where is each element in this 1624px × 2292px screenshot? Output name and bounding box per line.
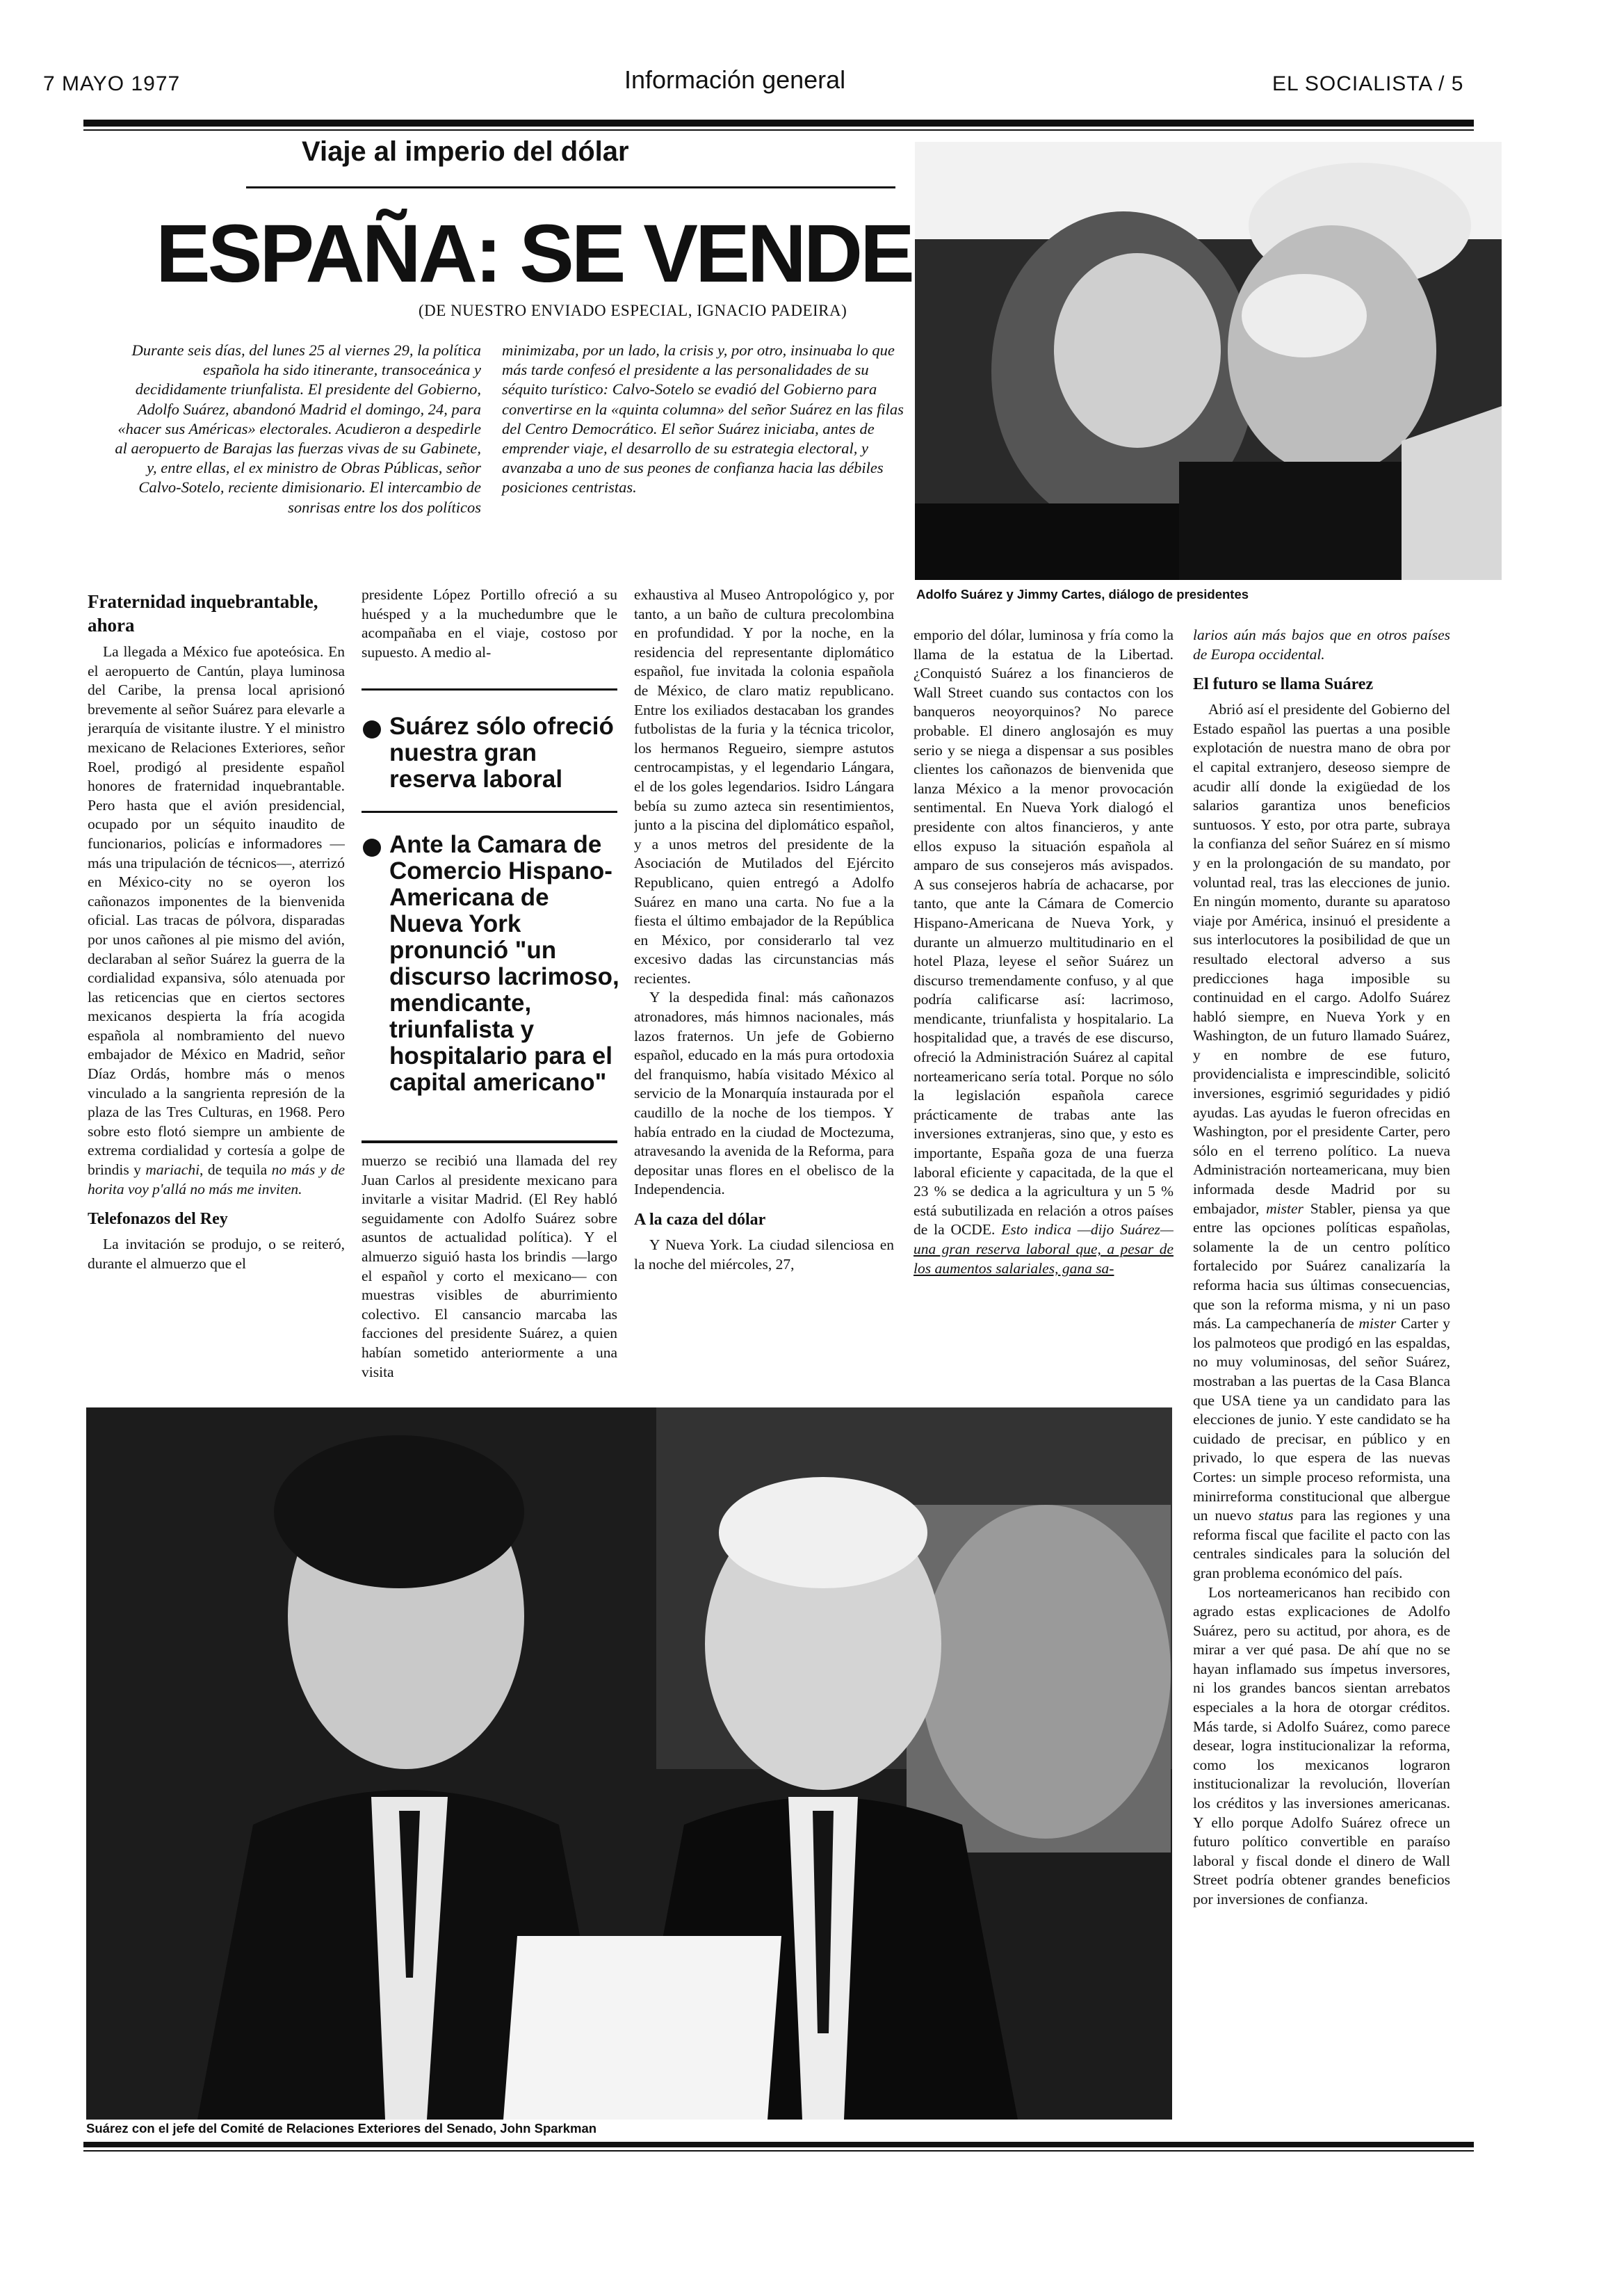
header-rule bbox=[83, 120, 1474, 127]
column-2-bottom: muerzo se recibió una llamada del rey Juan Carlos al presidente mexicano para invitarle a visitar Madrid. (El Rey habló seguidamente con Adolfo Suárez sobre asuntos de actualidad política). Y el almuerzo siguió hasta los brindis —largo el español y corto el mexicano— con muestras visibles de aburrimiento colectivo. El cansancio marcaba las facciones del presidente Suárez, a quien habían sometido anteriormente a una visita bbox=[362, 1152, 617, 1380]
subhead-fraternidad: Fraternidad inquebrantable, ahora bbox=[88, 591, 318, 636]
header-rule-thin bbox=[83, 129, 1474, 131]
photo-suarez-sparkman-image bbox=[86, 1407, 1172, 2120]
kicker-rule bbox=[246, 186, 895, 188]
col1-paragraph-1: La llegada a México fue apoteósica. En el aeropuerto de Cantún, playa luminosa del Caribe, la prensa local aprisionó brevemente al señor Suárez para elevarle a jerarquía de visitante ilustre. Y el ministro mexicano de Relaciones Exteriores, señor Roel, prodigó al presidente español honores de fraternidad inquebrantable. Pero hasta que el avión presidencial, ocupado por un séquito inaudito de funcionarios, policías e informadores —más una tripulación de técnicos—, aterrizó en México-city no se oyeron los cañonazos imponentes de la bienvenida oficial. Las tracas de pólvora, disparadas por unos cañones al pie mismo del avión, declaraban al señor Suárez la guerra de la cordialidad expansiva, sólo atenuada por las reticencias que en ciertos sectores mexicanos despierta la fría acogida española al nombramiento del nuevo embajador de México en Madrid, señor Díaz Ordás, hombre más o menos vinculado a la sangrienta represión de la plaza de las Tres Culturas, en 1968. Pero sobre esto flotó siempre un ambiente de extrema cordialidad y cortesía a golpe de brindis y mariachi, de tequila no más y de horita voy p'allá no más me inviten. bbox=[88, 643, 345, 1197]
column-2-top: presidente López Portillo ofreció a su huésped y a la muchedumbre que le acompañaba en el viaje, costoso por supuesto. A medio al- bbox=[362, 586, 617, 661]
pull-quote-rule-2 bbox=[362, 811, 617, 813]
footer-rule-thin bbox=[83, 2150, 1474, 2152]
column-5 bbox=[1193, 626, 1450, 2107]
section-title: Información general bbox=[624, 65, 846, 94]
col3-paragraph-2: Y la despedida final: más cañonazos atronadores, más himnos nacionales, más lazos fraternos. Un jefe de Gobierno español, educado en la más pura ortodoxia del franquismo, había visitado México al servicio de la Monarquía instaurada por el caudillo de la noche de los tiempos. Y había entrado en la ciudad de Moctezuma, atravesando la avenida de la Reforma, para depositar unas flores en el obelisco de la Independencia. bbox=[634, 989, 894, 1198]
bottom-photo-caption: Suárez con el jefe del Comité de Relaciones Exteriores del Senado, John Sparkman bbox=[86, 2121, 597, 2136]
article-headline: ESPAÑA: SE VENDE bbox=[156, 208, 912, 300]
col3-paragraph-3: Y Nueva York. La ciudad silenciosa en la noche del miércoles, 27, bbox=[634, 1236, 894, 1273]
column-1 bbox=[88, 584, 345, 1402]
col1-paragraph-2: La invitación se produjo, o se reiteró, durante el almuerzo que el bbox=[88, 1236, 345, 1272]
article-kicker: Viaje al imperio del dólar bbox=[302, 136, 629, 167]
col5-paragraph-1: larios aún más bajos que en otros países de Europa occidental. bbox=[1193, 627, 1450, 663]
subhead-telefonazos: Telefonazos del Rey bbox=[88, 1210, 228, 1229]
column-4 bbox=[914, 626, 1174, 1403]
bullet-icon bbox=[363, 839, 381, 857]
bullet-icon bbox=[363, 720, 381, 739]
pull-quote-rule-3 bbox=[362, 1140, 617, 1143]
col5-paragraph-3: Los norteamericanos han recibido con agrado estas explicaciones de Adolfo Suárez, pero su actitud, por ahora, es de mirar a ver qué pasa. De ahí que no se hayan inflamado sus ímpetus inversores, ni los grandes bancos sientan arrebatos especiales a la hora de otorgar créditos. Más tarde, si Adolfo Suárez, como parece desear, logra institucionalizar la reforma, como los mexicanos lograron institucionalizar la revolución, lloverían los créditos y las inversiones americanas. Y ello porque Adolfo Suárez ofrece un futuro político convertible en paraíso laboral y fiscal donde el dinero de Wall Street podría obtener grandes beneficios por inversiones de confianza. bbox=[1193, 1583, 1450, 1907]
byline: (DE NUESTRO ENVIADO ESPECIAL, IGNACIO PADEIRA) bbox=[419, 302, 847, 319]
col5-paragraph-2: Abrió así el presidente del Gobierno del Estado español las puertas a una posible explotación de nuestra mano de obra por el capital extranjero, deseoso siempre de acudir allí donde la exigüedad de los salarios garantiza unos beneficios suntuosos. Y esto, por otra parte, subraya la confianza del señor Suárez en sí mismo y en la prolongación de su mandato, por voluntad real, tras las elecciones de junio. En ningún momento, durante su aparatoso viaje por América, insinuó el presidente a sus interlocutores la posibilidad de que un resultado electoral adverso a sus predicciones haga imposible su continuidad en el cargo. Adolfo Suárez habló siempre, en Nueva York y en Washington, de un futuro llamado Suárez, y en nombre de ese futuro, providencialista e imprescindible, solicitó inversiones, esgrimió seguridades y pidió ayudas. Las ayudas le fueron ofrecidas en Washington, por el presidente Carter, pero sólo en el terreno político. La nueva Administración norteamericana, muy bien informada desde Madrid por su embajador, mister Stabler, piensa ya que entre las opciones políticas españolas, solamente la de un centro político fortalecido por Suárez canalizaría la reforma hacia sus últimas consecuencias, que son la reforma misma, y ni un paso más. La campechanería de mister Carter y los palmoteos que prodigó en las espaldas, no muy voluminosas, del señor Suárez, mostraban a las puertas de la Casa Blanca que USA tiene ya un candidato para las elecciones de junio. Y este candidato se ha cuidado de precisar, en público y en privado, lo que espera de las nuevas Cortes: un simple proceso reformista, una minirreforma constitucional que albergue un nuevo status para las regiones y una reforma fiscal que facilite el pacto con las centrales sindicales para la solución del gran problema económico del país. bbox=[1193, 701, 1450, 1581]
pull-quote-2: Ante la Camara de Comercio Hispano-Americana de Nueva York pronunció "un discurso lacrimoso, mendicante, triunfalista y hospitalario para el capital americano" bbox=[389, 831, 619, 1096]
col3-paragraph-1: exhaustiva al Museo Antropológico y, por tanto, a un baño de cultura precolombina en profundidad. Y por la noche, en la residencia del representante diplomático español, fue invitada la colonia española de México, de claro matiz republicano. Entre los exiliados destacaban los grandes futbolistas de la furia y la técnica tricolor, los hermanos Regueiro, siempre astutos centrocampistas, y el legendario Lángara, el de los goles legendarios. Isidro Lángara bebía su zumo azteca sin resentimientos, junto a la piscina del diplomático español, y a unos metros del presidente de la Asociación de Mutilados del Ejército Republicano, quien entregó a Adolfo Suárez en mano una carta. No fue a la fiesta el último embajador de la República en México, por considerarlo tal vez excesivo dadas las circunstancias más recientes. bbox=[634, 586, 894, 987]
photo-suarez-sparkman bbox=[86, 1407, 1172, 2120]
pull-quote-rule-1 bbox=[362, 688, 617, 691]
lead-right: minimizaba, por un lado, la crisis y, por otro, insinuaba lo que más tarde confesó el presidente a las personalidades de su séquito turístico: Calvo-Sotelo se evadió del Gobierno para convertirse en la «quinta columna» del señor Suárez en las filas del Centro Democrático. El señor Suárez iniciaba, antes de emprender viaje, el desarrollo de su estrategia electoral, y avanzaba a uno de sus peones de confianza hacia las débiles posiciones centristas. bbox=[502, 341, 904, 497]
photo-suarez-carter-image bbox=[915, 142, 1502, 580]
lead-left: Durante seis días, del lunes 25 al viernes 29, la política española ha sido itinerante, transoceánica y decididamente triunfalista. El presidente del Gobierno, Adolfo Suárez, abandonó Madrid el domingo, 24, para «hacer sus Américas» electorales. Acudieron a despedirle al aeropuerto de Barajas las fuerzas vivas de su Gabinete, y, entre ellas, el ex ministro de Obras Públicas, señor Calvo-Sotelo, reciente dimisionario. El intercambio de sonrisas entre los dos políticos bbox=[115, 341, 481, 516]
pull-quote-1: Suárez sólo ofreció nuestra gran reserva laboral bbox=[389, 713, 614, 793]
subhead-futuro: El futuro se llama Suárez bbox=[1193, 675, 1374, 694]
top-photo-caption: Adolfo Suárez y Jimmy Cartes, diálogo de presidentes bbox=[916, 587, 1249, 602]
newspaper-name: EL SOCIALISTA / 5 bbox=[1272, 72, 1464, 95]
column-3 bbox=[634, 586, 894, 1402]
footer-rule bbox=[83, 2142, 1474, 2147]
photo-suarez-carter bbox=[915, 142, 1502, 580]
subhead-caza-dolar: A la caza del dólar bbox=[634, 1211, 766, 1229]
col4-paragraph-1: emporio del dólar, luminosa y fría como la llama de la estatua de la Libertad. ¿Conquistó Suárez a los financieros de Wall Street cuando sus contactos con los banqueros neoyorquinos? No parece probable. El dinero anglosajón es muy serio y se niega a dispensar a sus posibles clientes los cañonazos de bienvenida que lanza México a la menor provocación sentimental. En Nueva York dialogó el presidente con altos financieros, y ante ellos expuso la situación española al amparo de sus consejeros más avispados. A sus consejeros habría de achacarse, por tanto, que ante la Cámara de Comercio Hispano-Americana de Nueva York, y durante un almuerzo multitudinario en el hotel Plaza, leyese el señor Suárez un discurso tremendamente confuso, y al que podría calificarse así: lacrimoso, mendicante, triunfalista y hospitalario. La hospitalidad que, a través de ese discurso, ofreció la Administración Suárez al capital norteamericano sería total. Porque no sólo la legislación española carece prácticamente de trabas ante las inversiones extranjeras, sino que, y esto es importante, España goza de una fuerza laboral eficiente y capacitada, de la que el 23 % se dedica a la agricultura y un 5 % está subutilizada en relación a otros países de la OCDE. Esto indica —dijo Suárez— una gran reserva laboral que, a pesar de los aumentos salariales, gana sa- bbox=[914, 627, 1174, 1277]
issue-date: 7 MAYO 1977 bbox=[43, 72, 181, 95]
